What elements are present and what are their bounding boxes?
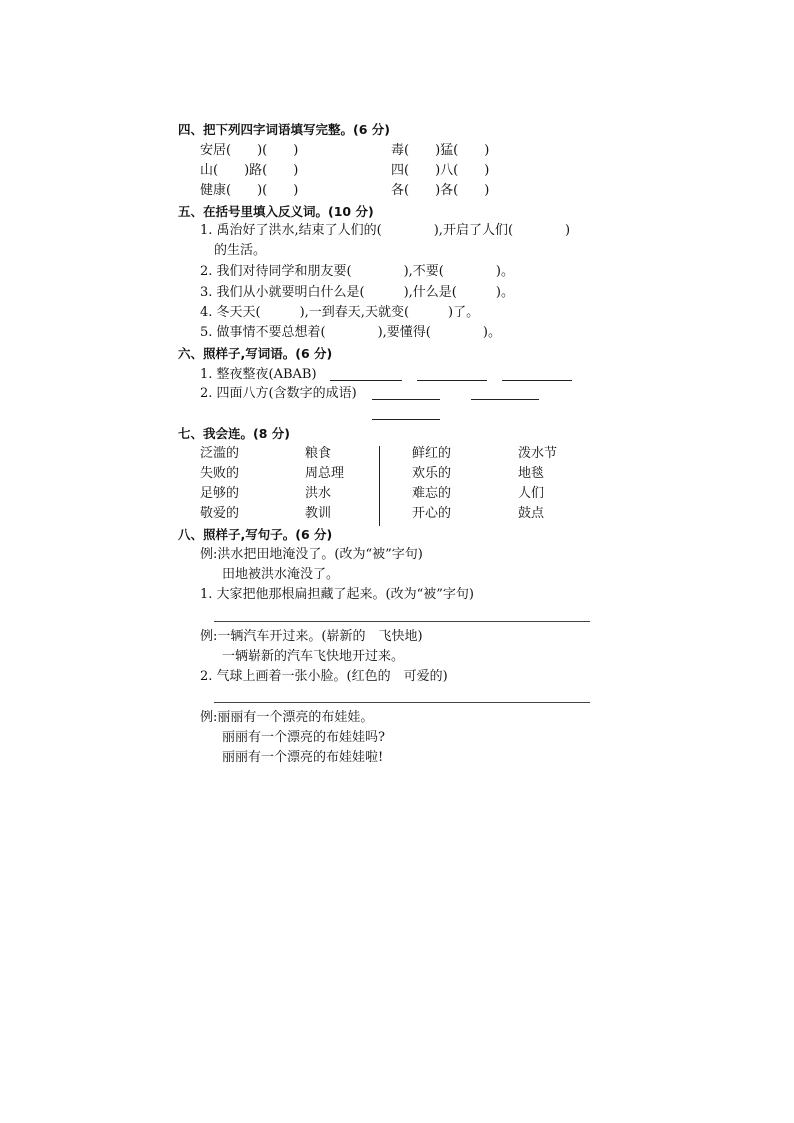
match-word[interactable]: 鲜红的 — [412, 446, 452, 461]
match-word[interactable]: 泛滥的 — [200, 446, 240, 461]
answer-blank[interactable] — [502, 380, 572, 381]
answer-blank[interactable] — [330, 380, 402, 381]
example-answer: 田地被洪水淹没了。 — [222, 567, 340, 582]
section-4-title: 四、把下列四字词语填写完整。(6 分) — [178, 122, 390, 137]
antonym-line: 5. 做事情不要总想着( ),要懂得( )。 — [200, 325, 501, 340]
idiom-item: 山( )路( ) — [200, 163, 299, 178]
answer-blank[interactable] — [417, 380, 487, 381]
idiom-item: 健康( )( ) — [200, 183, 299, 198]
antonym-line: 2. 我们对待同学和朋友要( ),不要( )。 — [200, 264, 514, 279]
match-word[interactable]: 粮食 — [305, 446, 332, 461]
word-prompt: 2. 四面八方(含数字的成语) — [200, 386, 357, 401]
idiom-item: 毒( )猛( ) — [391, 143, 490, 158]
antonym-line: 1. 禹治好了洪水,结束了人们的( ),开启了人们( ) — [200, 223, 571, 238]
match-word[interactable]: 开心的 — [412, 506, 452, 521]
word-prompt: 1. 整夜整夜(ABAB) — [200, 367, 317, 382]
match-word[interactable]: 洪水 — [305, 486, 332, 501]
example-line: 例:丽丽有一个漂亮的布娃娃。 — [200, 710, 374, 725]
match-word[interactable]: 难忘的 — [412, 486, 452, 501]
idiom-item: 四( )八( ) — [391, 163, 490, 178]
example-line: 例:洪水把田地淹没了。(改为“被”字句) — [200, 547, 423, 562]
antonym-line: 的生活。 — [214, 243, 267, 258]
writing-line[interactable] — [214, 702, 590, 703]
section-7-title: 七、我会连。(8 分) — [178, 426, 290, 441]
answer-blank[interactable] — [471, 399, 539, 400]
match-word[interactable]: 泼水节 — [518, 446, 558, 461]
idiom-item: 各( )各( ) — [391, 183, 490, 198]
match-word[interactable]: 足够的 — [200, 486, 240, 501]
match-word[interactable]: 敬爱的 — [200, 506, 240, 521]
section-5-title: 五、在括号里填入反义词。(10 分) — [178, 204, 374, 219]
match-word[interactable]: 鼓点 — [518, 506, 545, 521]
match-word[interactable]: 教训 — [305, 506, 332, 521]
match-word[interactable]: 地毯 — [518, 466, 545, 481]
section-6-title: 六、照样子,写词语。(6 分) — [178, 346, 333, 361]
antonym-line: 4. 冬天天( ),一到春天,天就变( )了。 — [200, 305, 480, 320]
antonym-line: 3. 我们从小就要明白什么是( ),什么是( )。 — [200, 285, 514, 300]
matching-divider — [379, 446, 380, 526]
example-answer: 丽丽有一个漂亮的布娃娃吗? — [222, 730, 385, 745]
writing-line[interactable] — [214, 621, 590, 622]
example-answer: 一辆崭新的汽车飞快地开过来。 — [222, 649, 405, 664]
example-answer: 丽丽有一个漂亮的布娃娃啦! — [222, 750, 384, 765]
section-8-title: 八、照样子,写句子。(6 分) — [178, 527, 333, 542]
question-line: 1. 大家把他那根扁担藏了起来。(改为“被”字句) — [200, 587, 474, 602]
idiom-item: 安居( )( ) — [200, 143, 299, 158]
match-word[interactable]: 周总理 — [305, 466, 345, 481]
example-line: 例:一辆汽车开过来。(崭新的 飞快地) — [200, 629, 423, 644]
answer-blank[interactable] — [372, 399, 440, 400]
answer-blank[interactable] — [372, 419, 440, 420]
match-word[interactable]: 人们 — [518, 486, 545, 501]
match-word[interactable]: 欢乐的 — [412, 466, 452, 481]
match-word[interactable]: 失败的 — [200, 466, 240, 481]
question-line: 2. 气球上画着一张小脸。(红色的 可爱的) — [200, 669, 448, 684]
